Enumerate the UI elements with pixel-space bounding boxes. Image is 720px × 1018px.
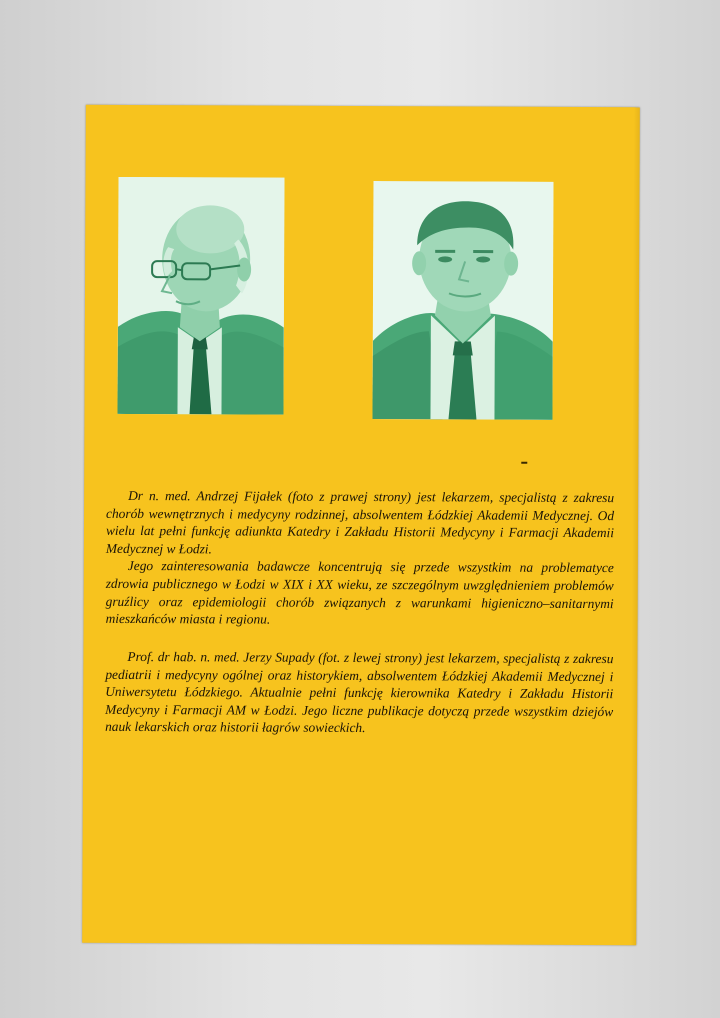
bio-supady-paragraph-1: Prof. dr hab. n. med. Jerzy Supady (fot. z lewej strony) jest lekarzem, specjalistą z zakresu pediatrii i medycyny ogólnej oraz historykiem, absolwentem Łódzkiej Akademii Medycznej i Uniwersytetu Łódzkiego. Aktualnie pełni funkcję kierownika Katedry i Zakładu Historii Medycyny i Farmacji AM w Łodzi. Jego liczne publikacje dotyczą przede wszystkim dziejów nauk lekarskich oraz historii łagrów sowieckich. bbox=[105, 648, 614, 736]
bio-jerzy-supady bbox=[105, 648, 613, 738]
portrait-man-suit-icon bbox=[372, 181, 553, 420]
portrait-photo-right bbox=[372, 181, 553, 420]
book-back-cover bbox=[82, 105, 640, 945]
portrait-photo-left bbox=[117, 177, 284, 415]
bio-fijalek-paragraph-1: Dr n. med. Andrzej Fijałek (foto z prawej strony) jest lekarzem, specjalistą z zakresu chorób wewnętrznych i medycyny rodzinnej, absolwentem Łódzkiej Akademii Medycznej. Od wielu lat pełni funkcję adiunkta Katedry i Zakładu Historii Medycyny i Farmacji Akademii Medycznej w Łodzi. bbox=[105, 487, 615, 557]
bio-fijalek-paragraph-2: Jego zainteresowania badawcze koncentrują się przede wszystkim na problematyce zdrowia publicznego w Łodzi w XIX i XX wieku, ze szczególnym uwzględnieniem problemów gruźlicy oraz epidemiologii chorób związanych z warunkami higieniczno–sanitarnymi mieszkańców miasta i regionu. bbox=[105, 558, 614, 627]
stray-mark bbox=[521, 462, 527, 464]
portrait-older-man-glasses-icon bbox=[117, 177, 284, 415]
bio-andrzej-fijalek bbox=[106, 487, 615, 630]
